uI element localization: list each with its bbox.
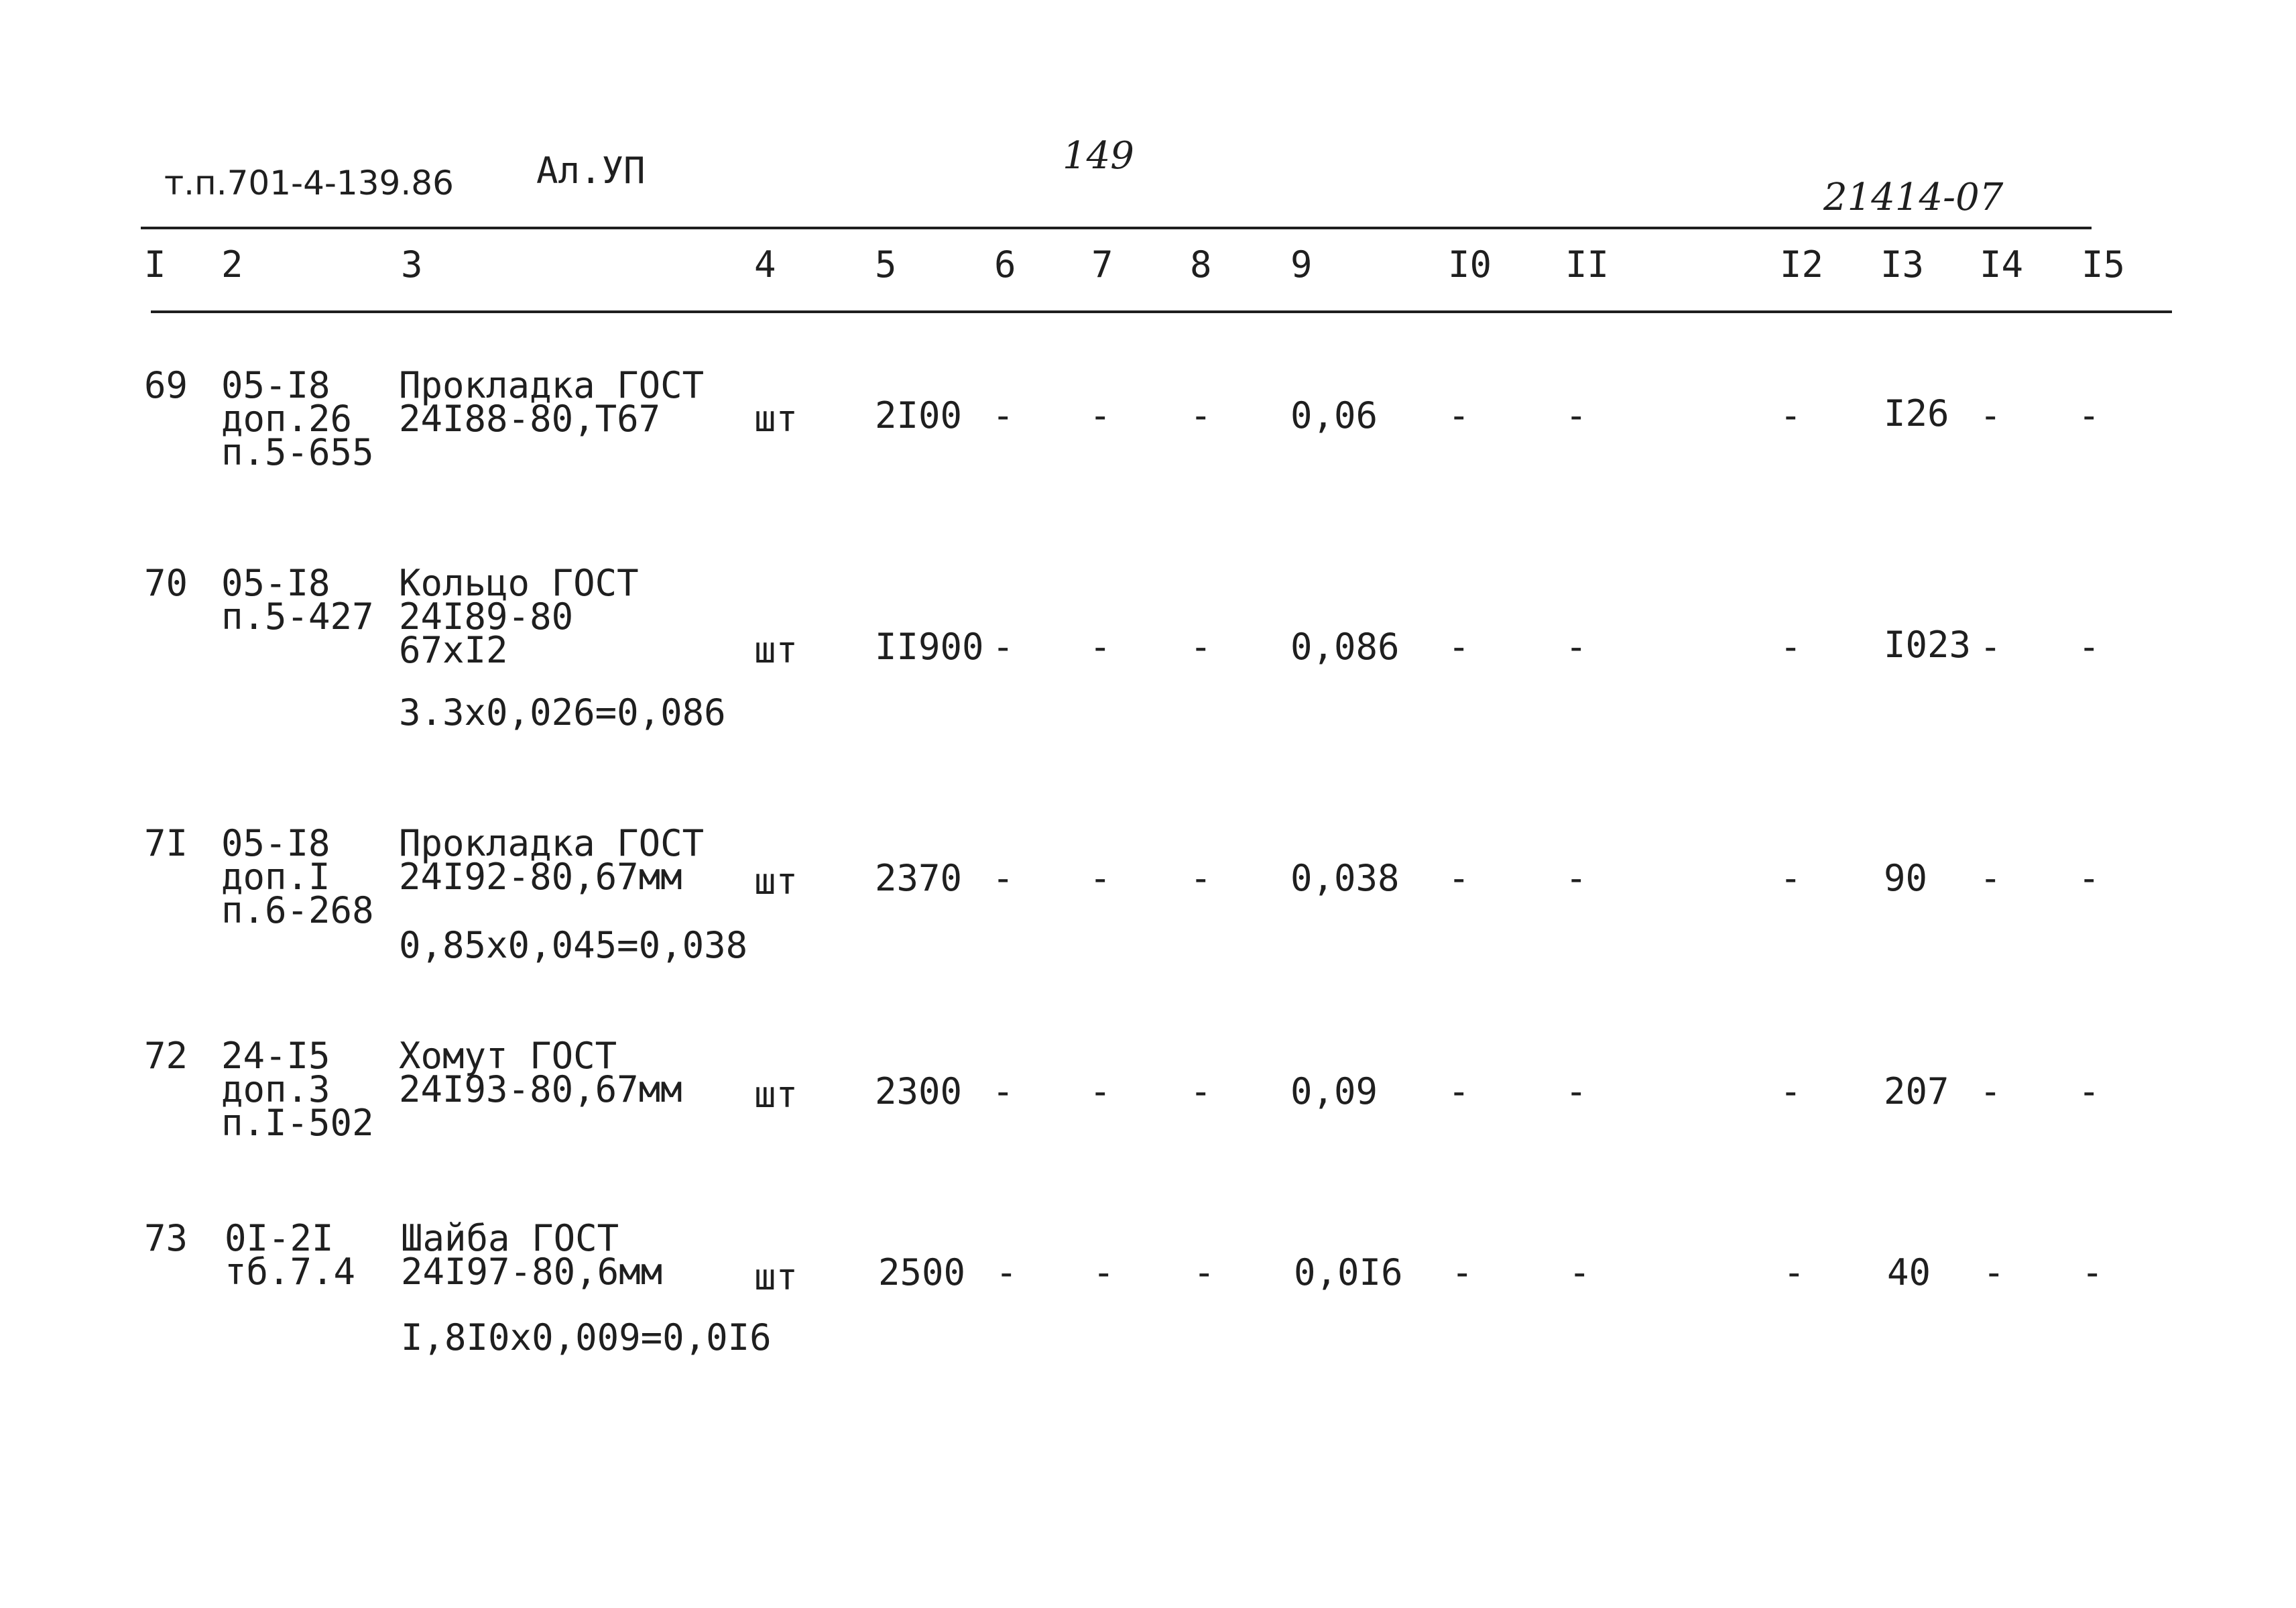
unit-weight: 0,06 [1290,394,1378,437]
dash: - [992,1070,1014,1112]
column-header: I4 [1980,243,2024,286]
quantity: 2500 [878,1251,966,1294]
unit: шт [754,1074,798,1116]
dash: - [1980,394,2002,437]
item-name-line: 24I88-80,Т67 [399,398,661,440]
weight-calculation: I,8I0х0,009=0,0I6 [401,1316,772,1359]
dash: - [1983,1251,2005,1294]
row-number: 72 [144,1035,188,1077]
unit: шт [754,860,798,903]
row-number: 73 [144,1217,188,1259]
dash: - [1569,1251,1591,1294]
column-header: II [1565,243,1610,286]
item-code-line: 05-I8 [221,364,330,406]
dash: - [1451,1251,1473,1294]
item-name-line: Прокладка ГОСТ [399,364,705,406]
item-code-line: доп.I [221,856,330,898]
dash: - [1448,394,1470,437]
item-name-line: Хомут ГОСТ [399,1035,617,1077]
quantity: II900 [875,626,984,668]
unit-weight: 0,0I6 [1294,1251,1403,1294]
item-code-line: 05-I8 [221,562,330,604]
column-header: 4 [754,243,776,286]
quantity: 2370 [875,857,963,899]
dash: - [1980,857,2002,899]
dash: - [1565,394,1587,437]
unit-weight: 0,038 [1290,857,1400,899]
dash: - [1980,1070,2002,1112]
document-code: 21414-07 [1823,176,2004,219]
row-number: 7I [144,822,188,864]
dash: - [1190,1070,1212,1112]
row-number: 69 [144,364,188,406]
dash: - [2081,1251,2104,1294]
dash: - [1089,394,1111,437]
top-rule [141,227,2092,229]
item-name-line: Прокладка ГОСТ [399,822,705,864]
item-name-line: Шайба ГОСТ [401,1217,619,1259]
dash: - [995,1251,1018,1294]
header-rule [151,310,2172,313]
column-header: I5 [2081,243,2126,286]
item-code-line: 0I-2I [225,1217,334,1259]
dash: - [1565,1070,1587,1112]
dash: - [992,626,1014,668]
total-weight: I26 [1884,392,1949,435]
dash: - [2078,394,2100,437]
column-header: 6 [994,243,1016,286]
quantity: 2300 [875,1070,963,1112]
column-header: 5 [875,243,897,286]
dash: - [1780,1070,1802,1112]
dash: - [1565,857,1587,899]
column-header: I3 [1880,243,1925,286]
item-code-line: п.I-502 [221,1102,374,1144]
unit-weight: 0,086 [1290,626,1400,668]
dash: - [1190,626,1212,668]
item-name-line: 24I97-80,6мм [401,1251,663,1293]
weight-calculation: 0,85х0,045=0,038 [399,924,748,966]
column-header: 8 [1190,243,1212,286]
dash: - [1089,857,1111,899]
dash: - [2078,857,2100,899]
column-header: 3 [401,243,423,286]
item-code-line: 05-I8 [221,822,330,864]
dash: - [1089,1070,1111,1112]
total-weight: 40 [1887,1251,1931,1294]
total-weight: I023 [1884,624,1972,666]
unit: шт [754,629,798,671]
column-header: I [144,243,166,286]
item-code-line: доп.26 [221,398,353,440]
item-code-line: п.5-427 [221,595,374,638]
dash: - [1448,1070,1470,1112]
dash: - [2078,626,2100,668]
unit-weight: 0,09 [1290,1070,1378,1112]
total-weight: 207 [1884,1070,1949,1112]
quantity: 2I00 [875,394,963,437]
item-name-line: 24I89-80 [399,595,574,638]
dash: - [1190,857,1212,899]
item-code-line: тб.7.4 [225,1251,356,1293]
item-name-line: 67хI2 [399,629,508,671]
column-header: 2 [221,243,243,286]
dash: - [1093,1251,1115,1294]
column-header: I0 [1448,243,1492,286]
item-code-line: п.5-655 [221,431,374,473]
page-number: 149 [1063,134,1134,178]
dash: - [1448,626,1470,668]
item-name-line: 24I92-80,67мм [399,856,682,898]
unit: шт [754,1256,798,1298]
item-code-line: п.6-268 [221,889,374,931]
item-name-line: 24I93-80,67мм [399,1068,682,1110]
row-number: 70 [144,562,188,604]
dash: - [992,394,1014,437]
total-weight: 90 [1884,857,1928,899]
item-code-line: доп.3 [221,1068,330,1110]
document-reference: т.п.701-4-139.86 [164,164,454,203]
dash: - [1980,626,2002,668]
dash: - [992,857,1014,899]
item-code-line: 24-I5 [221,1035,330,1077]
album-number: Ал.УП [536,150,646,192]
dash: - [1780,394,1802,437]
weight-calculation: 3.3х0,026=0,086 [399,691,726,734]
column-header: 9 [1290,243,1313,286]
dash: - [1190,394,1212,437]
item-name-line: Кольцо ГОСТ [399,562,639,604]
dash: - [1448,857,1470,899]
dash: - [2078,1070,2100,1112]
column-header: 7 [1091,243,1113,286]
unit: шт [754,398,798,440]
dash: - [1780,857,1802,899]
dash: - [1089,626,1111,668]
dash: - [1783,1251,1805,1294]
dash: - [1193,1251,1215,1294]
dash: - [1565,626,1587,668]
dash: - [1780,626,1802,668]
column-header: I2 [1780,243,1824,286]
